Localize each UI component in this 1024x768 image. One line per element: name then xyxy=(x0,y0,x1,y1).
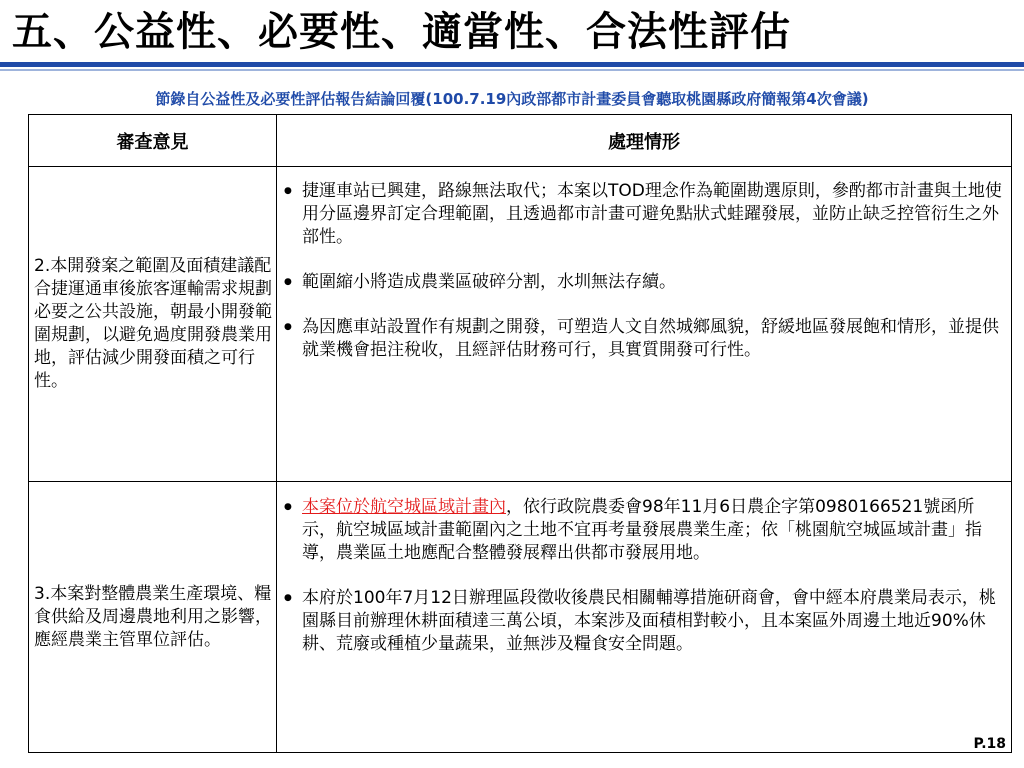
column-header-opinion: 審查意見 xyxy=(29,115,277,167)
handling-cell xyxy=(277,167,1012,482)
review-opinion: 2.本開發案之範圍及面積建議配合捷運通車後旅客運輸需求規劃必要之公共設施，朝最小開發範圍規劃，以避免過度開發農業用地，評估減少開發面積之可行性。 xyxy=(29,167,277,482)
list-item: ● 為因應車站設置作有規劃之開發，可塑造人文自然城鄉風貌，舒緩地區發展飽和情形，並提供就業機會挹注稅收，且經評估財務可行，具實質開發可行性。 xyxy=(277,316,1011,362)
page-title: 五、公益性、必要性、適當性、合法性評估 xyxy=(12,9,791,55)
review-opinion: 3.本案對整體農業生產環境、糧食供給及周邊農地利用之影響，應經農業主管單位評估。 xyxy=(29,482,277,753)
title-underline-thin xyxy=(0,69,1024,71)
column-header-handling: 處理情形 xyxy=(277,115,1012,167)
handling-list xyxy=(277,482,1011,656)
list-item: ● 本府於100年7月12日辦理區段徵收後農民相關輔導措施研商會，會中經本府農業局表示，桃園縣目前辦理休耕面積達三萬公頃，本案涉及面積相對較小，且本案區外周邊土地近90%休耕、荒廢或種植少量蔬果，並無涉及糧食安全問題。 xyxy=(277,587,1011,656)
handling-cell xyxy=(277,482,1012,753)
subtitle: 節錄自公益性及必要性評估報告結論回覆(100.7.19內政部都市計畫委員會聽取桃園縣政府簡報第4次會議) xyxy=(155,90,869,108)
list-item xyxy=(277,496,1011,565)
table-row xyxy=(29,482,1012,753)
title-underline xyxy=(0,62,1024,67)
list-item: ● 範圍縮小將造成農業區破碎分割，水圳無法存續。 xyxy=(277,271,1011,294)
list-item: ● 捷運車站已興建，路線無法取代；本案以TOD理念作為範圍勘選原則，參酌都市計畫與土地使用分區邊界訂定合理範圍，且透過都市計畫可避免點狀式蛙躍發展，並防止缺乏控管衍生之外部性。 xyxy=(277,180,1011,249)
page-number: P.18 xyxy=(973,736,1006,752)
review-table xyxy=(28,114,1012,753)
highlight-text: 本案位於航空城區域計畫內 xyxy=(302,497,506,517)
table-row xyxy=(29,167,1012,482)
list-item-text: ，依行政院農委會98年11月6日農企字第0980166521號函所示，航空城區域計畫範圍內之土地不宜再考量發展農業生產；依「桃園航空城區域計畫」指導，農業區土地應配合整體發展釋出供都市發展用地。 xyxy=(302,497,982,563)
table-header-row xyxy=(29,115,1012,167)
handling-list xyxy=(277,167,1011,362)
